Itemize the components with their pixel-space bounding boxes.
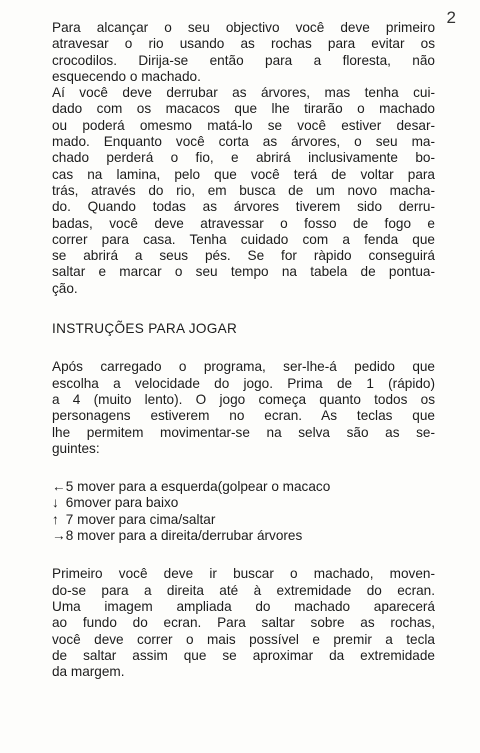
text-line: Aí você deve derrubar as árvores, mas tenha cui- xyxy=(52,85,435,101)
section-heading: INSTRUÇÕES PARA JOGAR xyxy=(52,321,238,337)
text-line: chado perderá o fio, e abrirá inclusivamente bo- xyxy=(52,150,435,166)
text-line: do. Quando todas as árvores tiverem sido derru- xyxy=(52,199,435,215)
text-line: guintes: xyxy=(52,440,100,456)
instructions-paragraph xyxy=(52,359,435,457)
text-line: você deve correr o mais possível e premir a tecla xyxy=(52,631,435,647)
text-line: ou poderá omesmo matá-lo se você estiver desar- xyxy=(52,117,435,133)
text-line: badas, você deve atravessar o fosso de fogo e xyxy=(52,215,435,231)
text-line: cas na lamina, pelo que você terá de voltar para xyxy=(52,166,435,182)
text-line: Uma imagem ampliada do machado aparecerá xyxy=(52,598,435,614)
arrow-up-icon: ↑ xyxy=(52,511,59,527)
control-text: 8 mover para a direita/derrubar árvores xyxy=(65,528,303,544)
text-line: Após carregado o programa, ser-lhe-á pedido que xyxy=(52,359,435,375)
text-line: trás, através do rio, em busca de um novo macha- xyxy=(52,182,435,198)
text-line: mado. Enquanto você corta as árvores, o seu ma- xyxy=(52,134,435,150)
text-line: crocodilos. Dirija-se então para a floresta, não xyxy=(52,52,435,68)
control-text: 6mover para baixo xyxy=(65,495,179,511)
text-line: do-se para a direita até à extremidade do ecran. xyxy=(52,582,435,598)
text-line: saltar e marcar o seu tempo na tabela de pontua- xyxy=(52,264,435,280)
text-line: ao fundo do ecran. Para saltar sobre as rochas, xyxy=(52,615,435,631)
text-line: de saltar assim que se aproximar da extremidade xyxy=(52,647,435,663)
text-line: correr para casa. Tenha cuidado com a fenda que xyxy=(52,231,435,247)
text-line: esquecendo o machado. xyxy=(52,68,201,84)
control-text: 7 mover para cima/saltar xyxy=(65,511,216,527)
text-line: lhe permitem movimentar-se na selva são as se- xyxy=(52,424,435,440)
page-number: 2 xyxy=(446,8,456,27)
arrow-left-icon: ← xyxy=(52,479,66,495)
final-paragraph xyxy=(52,566,435,680)
text-line: da margem. xyxy=(52,664,125,680)
intro-paragraph xyxy=(52,20,435,297)
control-up xyxy=(52,512,435,528)
arrow-down-icon: ↓ xyxy=(52,495,59,511)
text-line: a 4 (muito lento). O jogo começa quanto todos os xyxy=(52,391,435,407)
text-line: escolha a velocidade do jogo. Prima de 1 (rápido) xyxy=(52,375,435,391)
control-down xyxy=(52,495,435,511)
document-body xyxy=(52,20,435,680)
controls-list xyxy=(52,479,435,544)
control-left xyxy=(52,479,435,495)
text-line: atravesar o rio usando as rochas para evitar os xyxy=(52,36,435,52)
control-right xyxy=(52,528,435,544)
text-line: ção. xyxy=(52,280,78,296)
text-line: dado com os macacos que lhe tirarão o machado xyxy=(52,101,435,117)
text-line: Para alcançar o seu objectivo você deve primeiro xyxy=(52,20,435,35)
text-line: se abrirá a seus pés. Se for ràpido conseguirá xyxy=(52,248,435,264)
arrow-right-icon: → xyxy=(52,528,66,544)
text-line: Primeiro você deve ir buscar o machado, moven- xyxy=(52,566,435,582)
text-line: personagens estiverem no ecran. As teclas que xyxy=(52,408,435,424)
control-text: 5 mover para a esquerda(golpear o macaco xyxy=(65,479,331,495)
